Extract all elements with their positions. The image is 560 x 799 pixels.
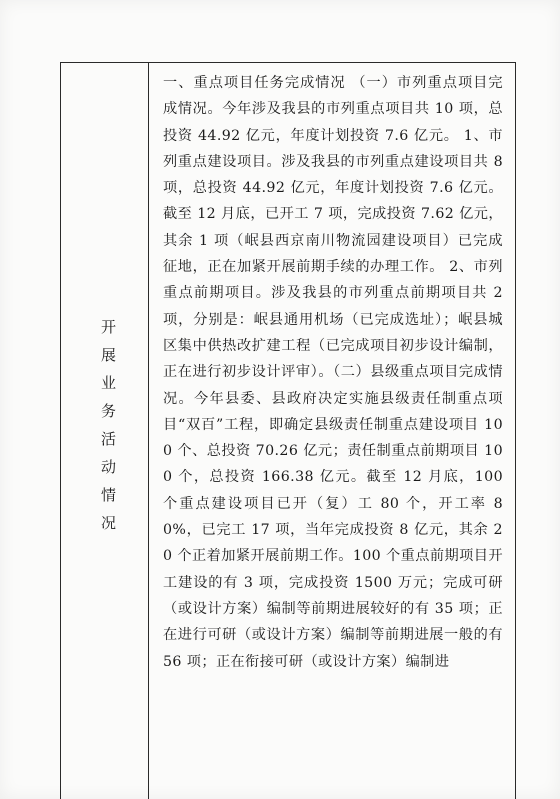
label-cell (61, 63, 149, 799)
report-paragraph: 一、重点项目任务完成情况 （一）市列重点项目完成情况。今年涉及我县的市列重点项目共 10 项，总投资 44.92 亿元，年度计划投资 7.6 亿元。 1、市列重点建设项目。涉及我县的市列重点建设项目共 8 项，总投资 44.92 亿元，年度计划投资 7.6 亿元。截至 12 月底，已开工 7 项，完成投资 7.62 亿元，其余 1 项（岷县西京南川物流园建设项目）已完成征地，正在加紧开展前期手续的办理工作。 2、市列重点前期项目。涉及我县的市列重点前期项目共 2 项，分别是：岷县通用机场（已完成选址）；岷县城区集中供热改扩建工程（已完成项目初步设计编制，正在进行初步设计评审）。（二）县级重点项目完成情况。今年县委、县政府决定实施县级责任制重点项目“双百”工程，即确定县级责任制重点建设项目 100 个、总投资 70.26 亿元；责任制重点前期项目 100 个，总投资 166.38 亿元。截至 12 月底，100 个重点建设项目已开（复）工 80 个，开工率 80%，已完工 17 项，当年完成投资 8 亿元，其余 20 个正着加紧开展前期工作。100 个重点前期项目开工建设的有 3 项，完成投资 1500 万元；完成可研（或设计方案）编制等前期进展较好的有 35 项；正在进行可研（或设计方案）编制等前期进展一般的有 56 项；正在衔接可研（或设计方案）编制进 (163, 75, 503, 670)
section-label: 开展业务活动情况 (99, 319, 117, 543)
content-cell (149, 63, 515, 799)
report-table (60, 62, 516, 799)
